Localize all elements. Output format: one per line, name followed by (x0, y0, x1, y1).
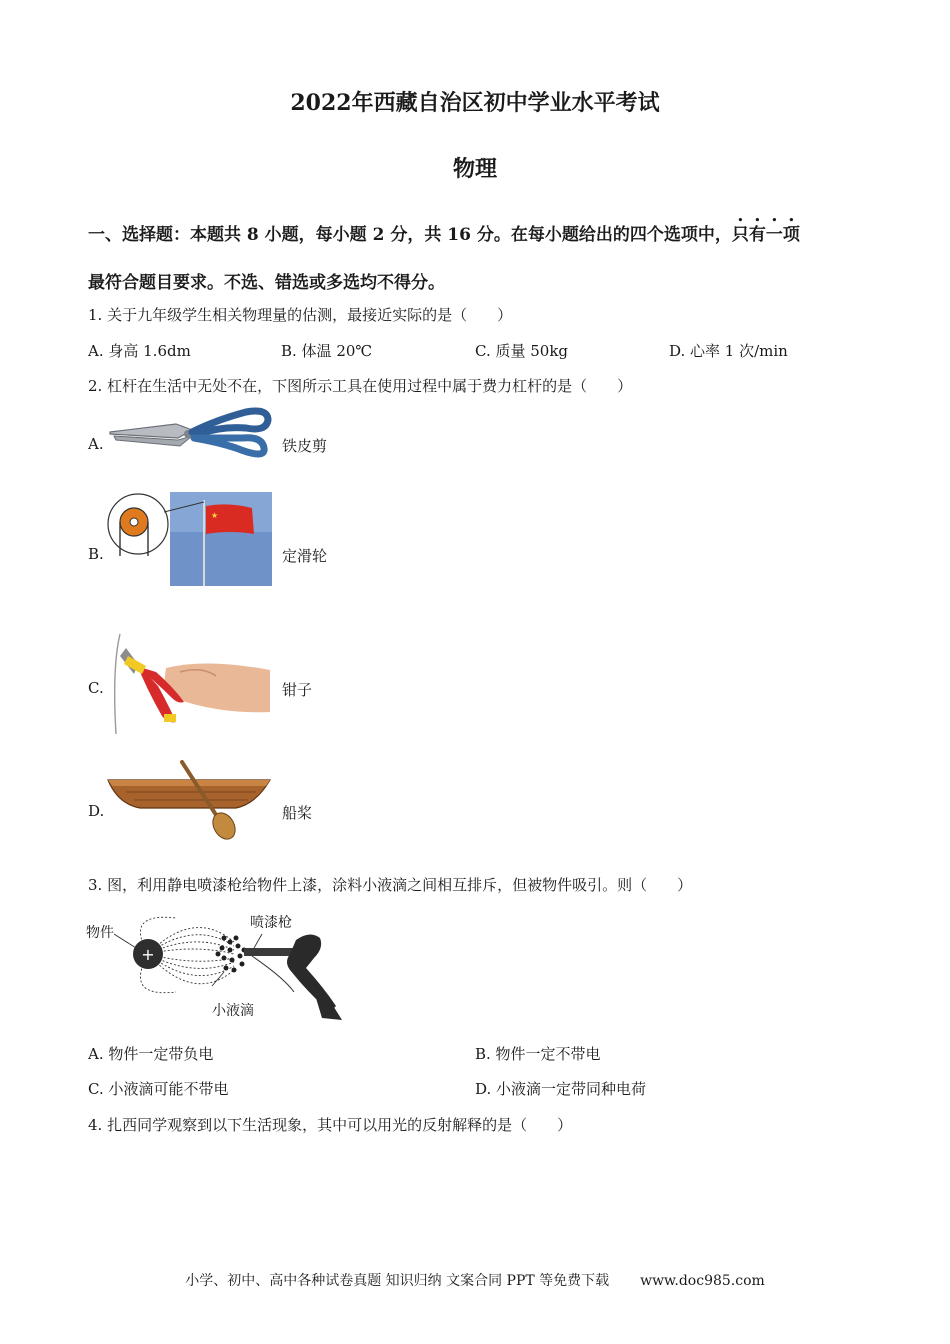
q2-option-c-letter: C. (88, 679, 104, 697)
question-4-stem: 4. 扎西同学观察到以下生活现象，其中可以用光的反射解释的是（ ） (88, 1116, 573, 1134)
q2-option-b-caption: 定滑轮 (282, 547, 328, 565)
page-footer (0, 1270, 950, 1290)
q1-option-a: A. 身高 1.6dm (88, 342, 191, 360)
q2-option-c-caption: 钳子 (282, 681, 313, 699)
q2-option-a-letter: A. (88, 435, 104, 453)
emphasis-char: 有 (748, 225, 766, 245)
tin-snips-image (106, 402, 272, 468)
question-1-stem: 1. 关于九年级学生相关物理量的估测，最接近实际的是（ ） (88, 306, 513, 324)
q2-option-d-caption: 船桨 (282, 804, 313, 822)
question-2-stem: 2. 杠杆在生活中无处不在，下图所示工具在使用过程中属于费力杠杆的是（ ） (88, 377, 633, 395)
diagram-label-drops: 小液滴 (212, 1003, 254, 1019)
diagram-label-gun: 喷漆枪 (250, 915, 292, 931)
q1-option-d: D. 心率 1 次/min (669, 342, 788, 360)
pliers-image (106, 628, 272, 736)
question-3-stem: 3. 图，利用静电喷漆枪给物件上漆，涂料小液滴之间相互排斥，但被物件吸引。则（ ） (88, 876, 693, 894)
section-heading-emphasis (732, 225, 800, 245)
footer-text: 小学、初中、高中各种试卷真题 知识归纳 文案合同 PPT 等免费下载 (185, 1273, 610, 1289)
q1-option-b: B. 体温 20℃ (281, 342, 373, 360)
q3-option-c: C. 小液滴可能不带电 (88, 1080, 229, 1098)
q3-option-b: B. 物件一定不带电 (475, 1045, 601, 1063)
q2-option-a-caption: 铁皮剪 (282, 437, 328, 455)
emphasis-char: 只 (731, 225, 749, 245)
svg-text:+: + (141, 945, 155, 964)
q2-option-b-letter: B. (88, 545, 104, 563)
fixed-pulley-flag-image (106, 492, 272, 586)
svg-text:★: ★ (211, 511, 219, 520)
emphasis-char: 项 (782, 225, 800, 245)
section-heading (88, 220, 800, 245)
exam-title: 2022年西藏自治区初中学业水平考试 (290, 90, 660, 116)
section-heading-text: 一、选择题：本题共 8 小题，每小题 2 分，共 16 分。在每小题给出的四个选项中， (88, 225, 732, 245)
q2-option-d-letter: D. (88, 802, 105, 820)
q3-option-d: D. 小液滴一定带同种电荷 (475, 1080, 647, 1098)
emphasis-char: 一 (765, 225, 783, 245)
section-heading-line2: 最符合题目要求。不选、错选或多选均不得分。 (88, 273, 445, 293)
footer-url[interactable]: www.doc985.com (640, 1273, 765, 1289)
q3-option-a: A. 物件一定带负电 (88, 1045, 214, 1063)
q1-option-c: C. 质量 50kg (475, 342, 569, 360)
diagram-label-object: 物件 (86, 925, 114, 941)
boat-oar-image (106, 760, 272, 840)
subject-title: 物理 (452, 156, 497, 182)
